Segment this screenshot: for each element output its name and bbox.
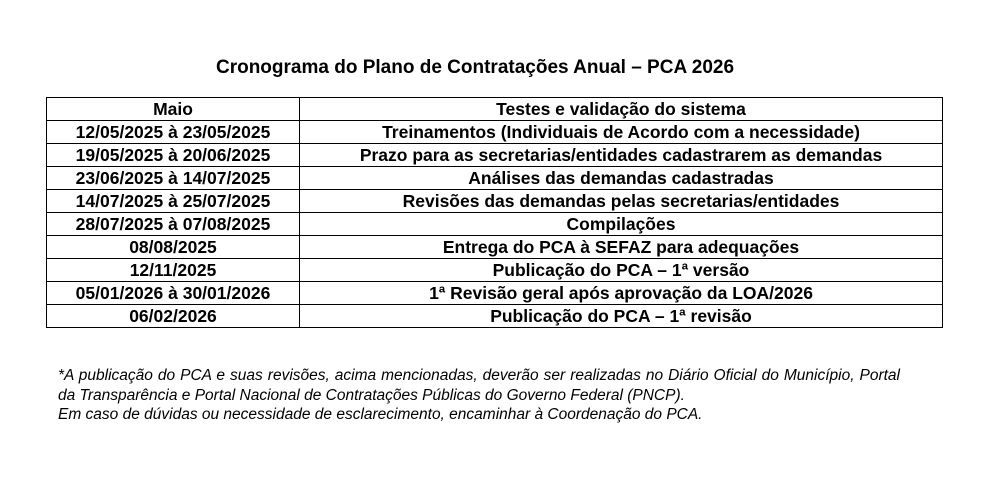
period-cell: 28/07/2025 à 07/08/2025 (47, 213, 300, 236)
period-cell: 19/05/2025 à 20/06/2025 (47, 144, 300, 167)
period-header-cell: Maio (47, 98, 300, 121)
period-cell: 12/11/2025 (47, 259, 300, 282)
activity-cell: Treinamentos (Individuais de Acordo com a necessidade) (300, 121, 943, 144)
footnote (58, 366, 900, 425)
activity-cell: Compilações (300, 213, 943, 236)
period-cell: 14/07/2025 à 25/07/2025 (47, 190, 300, 213)
activity-cell: Prazo para as secretarias/entidades cadastrarem as demandas (300, 144, 943, 167)
period-cell: 08/08/2025 (47, 236, 300, 259)
table-row (47, 121, 943, 144)
publication-note: *A publicação do PCA e suas revisões, acima mencionadas, deverão ser realizadas no Diário Oficial do Município, Portal da Transparência e Portal Nacional de Contratações Públicas do Governo Federal (PNCP). (58, 367, 900, 404)
schedule-table (46, 97, 943, 328)
page-title: Cronograma do Plano de Contratações Anual – PCA 2026 (215, 57, 735, 78)
activity-header-cell: Testes e validação do sistema (300, 98, 943, 121)
table-row (47, 282, 943, 305)
table-row (47, 144, 943, 167)
activity-cell: Publicação do PCA – 1ª revisão (300, 305, 943, 328)
period-cell: 06/02/2026 (47, 305, 300, 328)
table-row (47, 305, 943, 328)
table-row (47, 259, 943, 282)
activity-cell: Revisões das demandas pelas secretarias/entidades (300, 190, 943, 213)
table-row (47, 213, 943, 236)
table-row (47, 167, 943, 190)
activity-cell: Publicação do PCA – 1ª versão (300, 259, 943, 282)
table-row (47, 190, 943, 213)
activity-cell: Análises das demandas cadastradas (300, 167, 943, 190)
period-cell: 12/05/2025 à 23/05/2025 (47, 121, 300, 144)
activity-cell: Entrega do PCA à SEFAZ para adequações (300, 236, 943, 259)
table-header-row (47, 98, 943, 121)
period-cell: 05/01/2026 à 30/01/2026 (47, 282, 300, 305)
activity-cell: 1ª Revisão geral após aprovação da LOA/2026 (300, 282, 943, 305)
contact-note: Em caso de dúvidas ou necessidade de esclarecimento, encaminhar à Coordenação do PCA. (58, 406, 703, 423)
table-row (47, 236, 943, 259)
period-cell: 23/06/2025 à 14/07/2025 (47, 167, 300, 190)
